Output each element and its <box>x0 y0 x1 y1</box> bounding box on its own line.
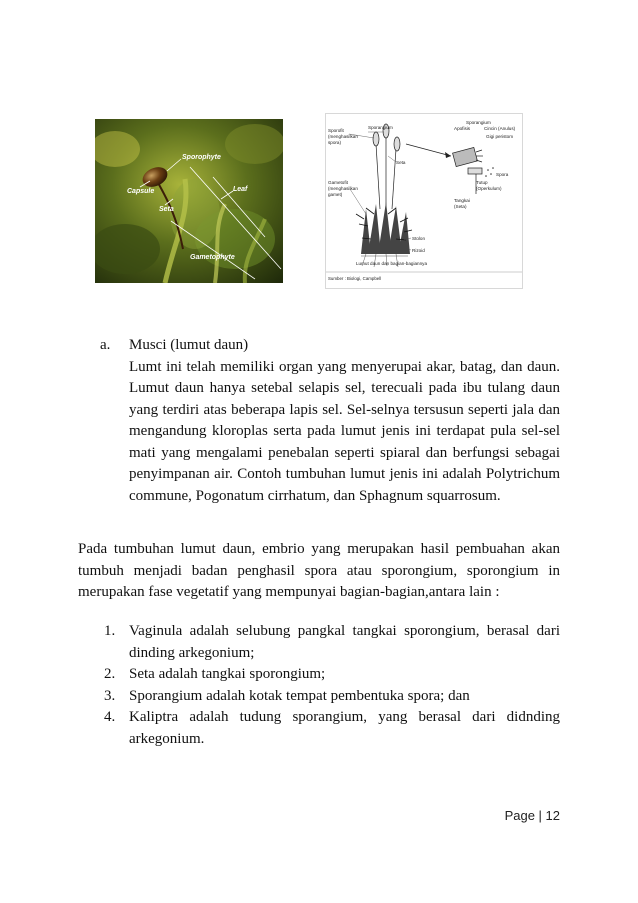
label-sporangium-right: Sporangium <box>466 120 491 125</box>
label-sporophyte: Sporophyte <box>182 154 221 161</box>
label-gigi-peristom: Gigi peristom <box>486 134 514 139</box>
label-diagram-caption: Lumut daun dan bagian-bagiannya <box>356 261 428 266</box>
label-operkulum: (Operkulum) <box>476 186 502 191</box>
label-apofisis: Apofisis <box>454 126 471 131</box>
list-number: 3. <box>104 687 116 704</box>
label-seta: Seta <box>396 160 406 165</box>
label-sporofit: Sporofit <box>328 128 344 133</box>
item-a-marker: a. <box>100 337 111 353</box>
list-item <box>100 664 560 686</box>
list-text: Seta adalah tangkai sporongium; <box>129 666 326 682</box>
list-text: Sporangium adalah kotak tempat pembentuka spora; dan <box>129 687 470 704</box>
list-item <box>100 621 560 664</box>
list-number: 1. <box>104 623 116 639</box>
label-stolon: Stolon <box>412 236 426 241</box>
label-rizoid: Rizoid <box>412 248 425 253</box>
figure-source: Sumber : Biologi, Campbell <box>328 276 382 281</box>
list-number: 4. <box>104 709 116 725</box>
label-sporofit-sub: (menghasilkan <box>328 134 358 139</box>
label-seta: Seta <box>159 206 174 213</box>
label-gametofit-sub: (menghasilkan <box>328 186 358 191</box>
page-number: Page | 12 <box>504 808 560 823</box>
label-sporofit-sub2: spora) <box>328 140 342 145</box>
label-gametofit: Gametofit <box>328 180 348 185</box>
label-gametophyte: Gametophyte <box>190 254 235 261</box>
label-leaf: Leaf <box>233 186 248 193</box>
label-cincin: Cincin (Anulus) <box>484 126 516 131</box>
item-a-body: Lumt ini telah memiliki organ yang menyerupai akar, batag, dan daun. Lumut daun hanya setebal selapis sel, terecuali pada ibu tulang daun yang terdiri atas beberapa lapis sel. Sel-selnya tersusun seperti jala dan mengandung kloroplas serta pada lumut jenis ini terdapat pula sel-sel mati yang mengalami penebalan seperti spiaral dan berfungsi sebagai penyimpanan air. Contoh tumbuhan lumut jenis ini adalah Polytrichum commune, Pogonatum cirrhatum, dan Sphagnum squarrosum. <box>129 358 560 504</box>
moss-diagram-figure <box>325 113 523 289</box>
label-tutup: Tutup <box>476 180 488 185</box>
label-capsule: Capsule <box>127 188 155 195</box>
label-spora: Spora <box>496 172 509 177</box>
list-number: 2. <box>104 666 116 682</box>
label-sporangium-left: Sporangium <box>368 125 393 130</box>
label-tangkai: Tangkai <box>454 198 470 203</box>
label-gametofit-sub2: gamet) <box>328 192 343 197</box>
label-seta-paren: (Seta) <box>454 204 467 209</box>
moss-photo-figure <box>95 119 283 283</box>
list-item <box>100 686 560 708</box>
list-item <box>100 707 560 750</box>
body-paragraph: Pada tumbuhan lumut daun, embrio yang merupakan hasil pembuahan akan tumbuh menjadi badan penghasil spora atau sporongium, sporongium in merupakan fase vegetatif yang mempunyai bagian-bagian,antara lain : <box>78 541 560 600</box>
item-a-title: Musci (lumut daun) <box>129 337 249 353</box>
numbered-list <box>100 621 560 750</box>
list-text: Vaginula adalah selubung pangkal tangkai sporongium, berasal dari dinding arkegonium; <box>129 623 560 661</box>
list-text: Kaliptra adalah tudung sporangium, yang berasal dari didnding arkegonium. <box>129 709 560 747</box>
